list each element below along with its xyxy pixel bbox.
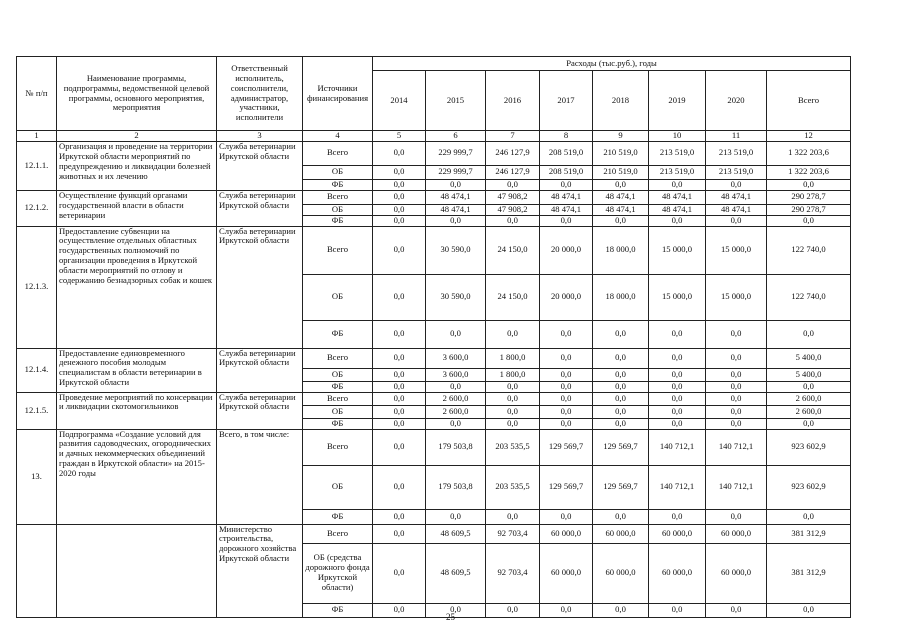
col-number: 7: [486, 131, 540, 142]
amount-cell: 129 569,7: [540, 465, 593, 509]
amount-cell: 0,0: [373, 524, 426, 543]
col-number: 3: [217, 131, 303, 142]
amount-cell: 0,0: [486, 509, 540, 524]
amount-cell: 18 000,0: [593, 274, 649, 320]
funding-source: Всего: [303, 524, 373, 543]
table-row: [17, 348, 851, 368]
total-cell: 0,0: [767, 179, 851, 190]
amount-cell: 48 474,1: [706, 190, 767, 204]
amount-cell: 0,0: [426, 215, 486, 226]
amount-cell: 0,0: [649, 320, 706, 348]
amount-cell: 20 000,0: [540, 274, 593, 320]
amount-cell: 208 519,0: [540, 165, 593, 179]
amount-cell: 0,0: [373, 320, 426, 348]
amount-cell: 0,0: [649, 603, 706, 617]
amount-cell: 0,0: [706, 368, 767, 381]
amount-cell: 0,0: [540, 320, 593, 348]
total-cell: 0,0: [767, 603, 851, 617]
table-row: [17, 429, 851, 465]
total-cell: 290 278,7: [767, 190, 851, 204]
amount-cell: 0,0: [486, 418, 540, 429]
amount-cell: 0,0: [649, 179, 706, 190]
amount-cell: 60 000,0: [593, 543, 649, 603]
col-number: 9: [593, 131, 649, 142]
amount-cell: 48 609,5: [426, 524, 486, 543]
amount-cell: 179 503,8: [426, 465, 486, 509]
amount-cell: 0,0: [706, 418, 767, 429]
amount-cell: 213 519,0: [649, 141, 706, 165]
amount-cell: 0,0: [593, 381, 649, 392]
header-executor: Ответственный исполнитель, соисполнители, администратор, участники, исполнители: [217, 57, 303, 131]
amount-cell: 179 503,8: [426, 429, 486, 465]
amount-cell: 0,0: [373, 226, 426, 274]
amount-cell: 0,0: [593, 603, 649, 617]
header-expenses: Расходы (тыс.руб.), годы: [373, 57, 851, 71]
amount-cell: 0,0: [486, 215, 540, 226]
year-2017: 2017: [540, 71, 593, 131]
amount-cell: 0,0: [540, 418, 593, 429]
item-name: Предоставление субвенции на осуществление отдельных областных государственных полномочий по организации проведения в Иркутской области мероприятий по отлову и содержанию безнадзорных собак и кошек: [57, 226, 217, 348]
header-sources: Источники финансирования: [303, 57, 373, 131]
amount-cell: 0,0: [426, 509, 486, 524]
item-number: [17, 524, 57, 617]
total-cell: 0,0: [767, 215, 851, 226]
item-executor: Министерство строительства, дорожного хозяйства Иркутской области: [217, 524, 303, 617]
amount-cell: 2 600,0: [426, 405, 486, 418]
amount-cell: 60 000,0: [706, 543, 767, 603]
funding-source: Всего: [303, 348, 373, 368]
header-name: Наименование программы, подпрограммы, ведомственной целевой программы, основного мероприятия, мероприятия: [57, 57, 217, 131]
item-name: Предоставление единовременного денежного пособия молодым специалистам в области ветеринарии в Иркутской области: [57, 348, 217, 392]
amount-cell: 0,0: [706, 381, 767, 392]
amount-cell: 92 703,4: [486, 543, 540, 603]
item-number: 13.: [17, 429, 57, 524]
item-executor: Служба ветеринарии Иркутской области: [217, 141, 303, 190]
amount-cell: 0,0: [426, 179, 486, 190]
amount-cell: 0,0: [540, 179, 593, 190]
total-cell: 1 322 203,6: [767, 165, 851, 179]
amount-cell: 0,0: [649, 348, 706, 368]
funding-source: ФБ: [303, 603, 373, 617]
funding-source: ОБ (средства дорожного фонда Иркутской области): [303, 543, 373, 603]
amount-cell: 0,0: [593, 215, 649, 226]
amount-cell: 48 474,1: [426, 190, 486, 204]
amount-cell: 0,0: [486, 381, 540, 392]
amount-cell: 0,0: [593, 348, 649, 368]
amount-cell: 30 590,0: [426, 226, 486, 274]
amount-cell: 60 000,0: [540, 543, 593, 603]
amount-cell: 0,0: [706, 320, 767, 348]
amount-cell: 15 000,0: [706, 274, 767, 320]
amount-cell: 0,0: [373, 204, 426, 215]
col-number: 11: [706, 131, 767, 142]
amount-cell: 48 474,1: [593, 190, 649, 204]
column-number-row: [17, 131, 851, 142]
amount-cell: 0,0: [373, 348, 426, 368]
amount-cell: 0,0: [373, 603, 426, 617]
funding-source: ОБ: [303, 368, 373, 381]
amount-cell: 0,0: [540, 509, 593, 524]
item-number: 12.1.1.: [17, 141, 57, 190]
year-2016: 2016: [486, 71, 540, 131]
funding-source: ФБ: [303, 381, 373, 392]
amount-cell: 0,0: [373, 405, 426, 418]
total-cell: 5 400,0: [767, 368, 851, 381]
total-cell: 2 600,0: [767, 405, 851, 418]
amount-cell: 48 474,1: [593, 204, 649, 215]
amount-cell: 48 474,1: [706, 204, 767, 215]
amount-cell: 48 609,5: [426, 543, 486, 603]
amount-cell: 1 800,0: [486, 348, 540, 368]
amount-cell: 1 800,0: [486, 368, 540, 381]
funding-source: Всего: [303, 190, 373, 204]
amount-cell: 0,0: [540, 392, 593, 405]
amount-cell: 20 000,0: [540, 226, 593, 274]
funding-source: ФБ: [303, 215, 373, 226]
amount-cell: 0,0: [706, 179, 767, 190]
amount-cell: 0,0: [426, 320, 486, 348]
amount-cell: 213 519,0: [649, 165, 706, 179]
amount-cell: 3 600,0: [426, 348, 486, 368]
item-number: 12.1.4.: [17, 348, 57, 392]
item-executor: Всего, в том числе:: [217, 429, 303, 524]
item-number: 12.1.3.: [17, 226, 57, 348]
amount-cell: 0,0: [540, 348, 593, 368]
amount-cell: 60 000,0: [540, 524, 593, 543]
amount-cell: 3 600,0: [426, 368, 486, 381]
amount-cell: 0,0: [426, 603, 486, 617]
col-number: 6: [426, 131, 486, 142]
amount-cell: 0,0: [540, 405, 593, 418]
amount-cell: 60 000,0: [649, 524, 706, 543]
page-number: 25: [446, 612, 455, 622]
amount-cell: 92 703,4: [486, 524, 540, 543]
amount-cell: 0,0: [426, 381, 486, 392]
amount-cell: 47 908,2: [486, 190, 540, 204]
item-name: Подпрограмма «Создание условий для развития садоводческих, огороднических и дачных некоммерческих объединений граждан в Иркутской области» на 2015-2020 годы: [57, 429, 217, 524]
funding-source: Всего: [303, 392, 373, 405]
amount-cell: 18 000,0: [593, 226, 649, 274]
col-number: 10: [649, 131, 706, 142]
col-number: 1: [17, 131, 57, 142]
amount-cell: 0,0: [593, 368, 649, 381]
funding-source: Всего: [303, 141, 373, 165]
amount-cell: 0,0: [540, 215, 593, 226]
header-num: № п/п: [17, 57, 57, 131]
amount-cell: 24 150,0: [486, 274, 540, 320]
amount-cell: 0,0: [373, 509, 426, 524]
amount-cell: 0,0: [373, 429, 426, 465]
amount-cell: 229 999,7: [426, 141, 486, 165]
amount-cell: 0,0: [373, 141, 426, 165]
amount-cell: 213 519,0: [706, 165, 767, 179]
amount-cell: 0,0: [373, 165, 426, 179]
amount-cell: 0,0: [486, 405, 540, 418]
total-cell: 122 740,0: [767, 274, 851, 320]
amount-cell: 140 712,1: [649, 465, 706, 509]
item-executor: Служба ветеринарии Иркутской области: [217, 348, 303, 392]
amount-cell: 0,0: [593, 418, 649, 429]
total-cell: 923 602,9: [767, 465, 851, 509]
amount-cell: 140 712,1: [706, 465, 767, 509]
amount-cell: 0,0: [486, 179, 540, 190]
amount-cell: 0,0: [486, 392, 540, 405]
total-cell: 0,0: [767, 320, 851, 348]
funding-source: Всего: [303, 226, 373, 274]
amount-cell: 48 474,1: [426, 204, 486, 215]
total-cell: 290 278,7: [767, 204, 851, 215]
amount-cell: 0,0: [706, 603, 767, 617]
amount-cell: 0,0: [373, 465, 426, 509]
amount-cell: 140 712,1: [649, 429, 706, 465]
col-number: 2: [57, 131, 217, 142]
amount-cell: 15 000,0: [649, 274, 706, 320]
amount-cell: 210 519,0: [593, 141, 649, 165]
total-cell: 122 740,0: [767, 226, 851, 274]
amount-cell: 48 474,1: [540, 190, 593, 204]
item-name: Осуществление функций органами государственной власти в области ветеринарии: [57, 190, 217, 226]
total-cell: 5 400,0: [767, 348, 851, 368]
year-2014: 2014: [373, 71, 426, 131]
item-executor: Служба ветеринарии Иркутской области: [217, 190, 303, 226]
amount-cell: 24 150,0: [486, 226, 540, 274]
amount-cell: 213 519,0: [706, 141, 767, 165]
amount-cell: 129 569,7: [540, 429, 593, 465]
amount-cell: 246 127,9: [486, 165, 540, 179]
col-number: 5: [373, 131, 426, 142]
amount-cell: 0,0: [706, 405, 767, 418]
amount-cell: 0,0: [706, 392, 767, 405]
amount-cell: 60 000,0: [649, 543, 706, 603]
header-row-1: [17, 57, 851, 71]
amount-cell: 0,0: [540, 381, 593, 392]
amount-cell: 0,0: [593, 405, 649, 418]
amount-cell: 0,0: [706, 215, 767, 226]
amount-cell: 0,0: [593, 509, 649, 524]
amount-cell: 0,0: [706, 348, 767, 368]
amount-cell: 0,0: [593, 179, 649, 190]
amount-cell: 0,0: [373, 215, 426, 226]
amount-cell: 229 999,7: [426, 165, 486, 179]
total-cell: 0,0: [767, 509, 851, 524]
amount-cell: 60 000,0: [706, 524, 767, 543]
col-number: 12: [767, 131, 851, 142]
table-row: [17, 226, 851, 274]
year-2018: 2018: [593, 71, 649, 131]
total-cell: 1 322 203,6: [767, 141, 851, 165]
amount-cell: 140 712,1: [706, 429, 767, 465]
table-body: [17, 141, 851, 617]
amount-cell: 0,0: [373, 274, 426, 320]
item-executor: Служба ветеринарии Иркутской области: [217, 392, 303, 429]
total-cell: 0,0: [767, 381, 851, 392]
funding-source: ФБ: [303, 320, 373, 348]
total-cell: 0,0: [767, 418, 851, 429]
amount-cell: 47 908,2: [486, 204, 540, 215]
amount-cell: 0,0: [373, 543, 426, 603]
amount-cell: 0,0: [373, 418, 426, 429]
year-2019: 2019: [649, 71, 706, 131]
budget-table: [16, 56, 851, 618]
total-cell: 923 602,9: [767, 429, 851, 465]
amount-cell: 48 474,1: [649, 190, 706, 204]
amount-cell: 246 127,9: [486, 141, 540, 165]
year-2020: 2020: [706, 71, 767, 131]
amount-cell: 0,0: [706, 509, 767, 524]
col-number: 4: [303, 131, 373, 142]
amount-cell: 203 535,5: [486, 465, 540, 509]
col-number: 8: [540, 131, 593, 142]
amount-cell: 0,0: [373, 190, 426, 204]
amount-cell: 0,0: [593, 320, 649, 348]
funding-source: ОБ: [303, 165, 373, 179]
amount-cell: 0,0: [540, 603, 593, 617]
funding-source: ФБ: [303, 509, 373, 524]
table-row: [17, 190, 851, 204]
item-number: 12.1.5.: [17, 392, 57, 429]
amount-cell: 48 474,1: [540, 204, 593, 215]
amount-cell: 0,0: [373, 368, 426, 381]
amount-cell: 0,0: [649, 405, 706, 418]
table-row: [17, 392, 851, 405]
item-number: 12.1.2.: [17, 190, 57, 226]
total-cell: 2 600,0: [767, 392, 851, 405]
year-total: Всего: [767, 71, 851, 131]
funding-source: ФБ: [303, 179, 373, 190]
amount-cell: 15 000,0: [706, 226, 767, 274]
amount-cell: 0,0: [373, 392, 426, 405]
amount-cell: 203 535,5: [486, 429, 540, 465]
funding-source: ОБ: [303, 274, 373, 320]
amount-cell: 15 000,0: [649, 226, 706, 274]
amount-cell: 0,0: [649, 392, 706, 405]
amount-cell: 0,0: [540, 368, 593, 381]
amount-cell: 0,0: [373, 381, 426, 392]
total-cell: 381 312,9: [767, 543, 851, 603]
amount-cell: 48 474,1: [649, 204, 706, 215]
amount-cell: 129 569,7: [593, 429, 649, 465]
amount-cell: 0,0: [426, 418, 486, 429]
item-name: [57, 524, 217, 617]
amount-cell: 208 519,0: [540, 141, 593, 165]
amount-cell: 0,0: [649, 509, 706, 524]
amount-cell: 0,0: [649, 368, 706, 381]
item-name: Организация и проведение на территории Иркутской области мероприятий по предупреждению и ликвидации болезней животных и их лечению: [57, 141, 217, 190]
funding-source: Всего: [303, 429, 373, 465]
amount-cell: 0,0: [486, 603, 540, 617]
table-row: [17, 524, 851, 543]
amount-cell: 129 569,7: [593, 465, 649, 509]
item-executor: Служба ветеринарии Иркутской области: [217, 226, 303, 348]
amount-cell: 2 600,0: [426, 392, 486, 405]
amount-cell: 30 590,0: [426, 274, 486, 320]
amount-cell: 0,0: [373, 179, 426, 190]
item-name: Проведение мероприятий по консервации и ликвидации скотомогильников: [57, 392, 217, 429]
amount-cell: 0,0: [649, 215, 706, 226]
amount-cell: 210 519,0: [593, 165, 649, 179]
amount-cell: 60 000,0: [593, 524, 649, 543]
funding-source: ОБ: [303, 405, 373, 418]
amount-cell: 0,0: [649, 381, 706, 392]
table-row: [17, 141, 851, 165]
funding-source: ОБ: [303, 204, 373, 215]
total-cell: 381 312,9: [767, 524, 851, 543]
funding-source: ОБ: [303, 465, 373, 509]
amount-cell: 0,0: [486, 320, 540, 348]
year-2015: 2015: [426, 71, 486, 131]
amount-cell: 0,0: [649, 418, 706, 429]
funding-source: ФБ: [303, 418, 373, 429]
amount-cell: 0,0: [593, 392, 649, 405]
